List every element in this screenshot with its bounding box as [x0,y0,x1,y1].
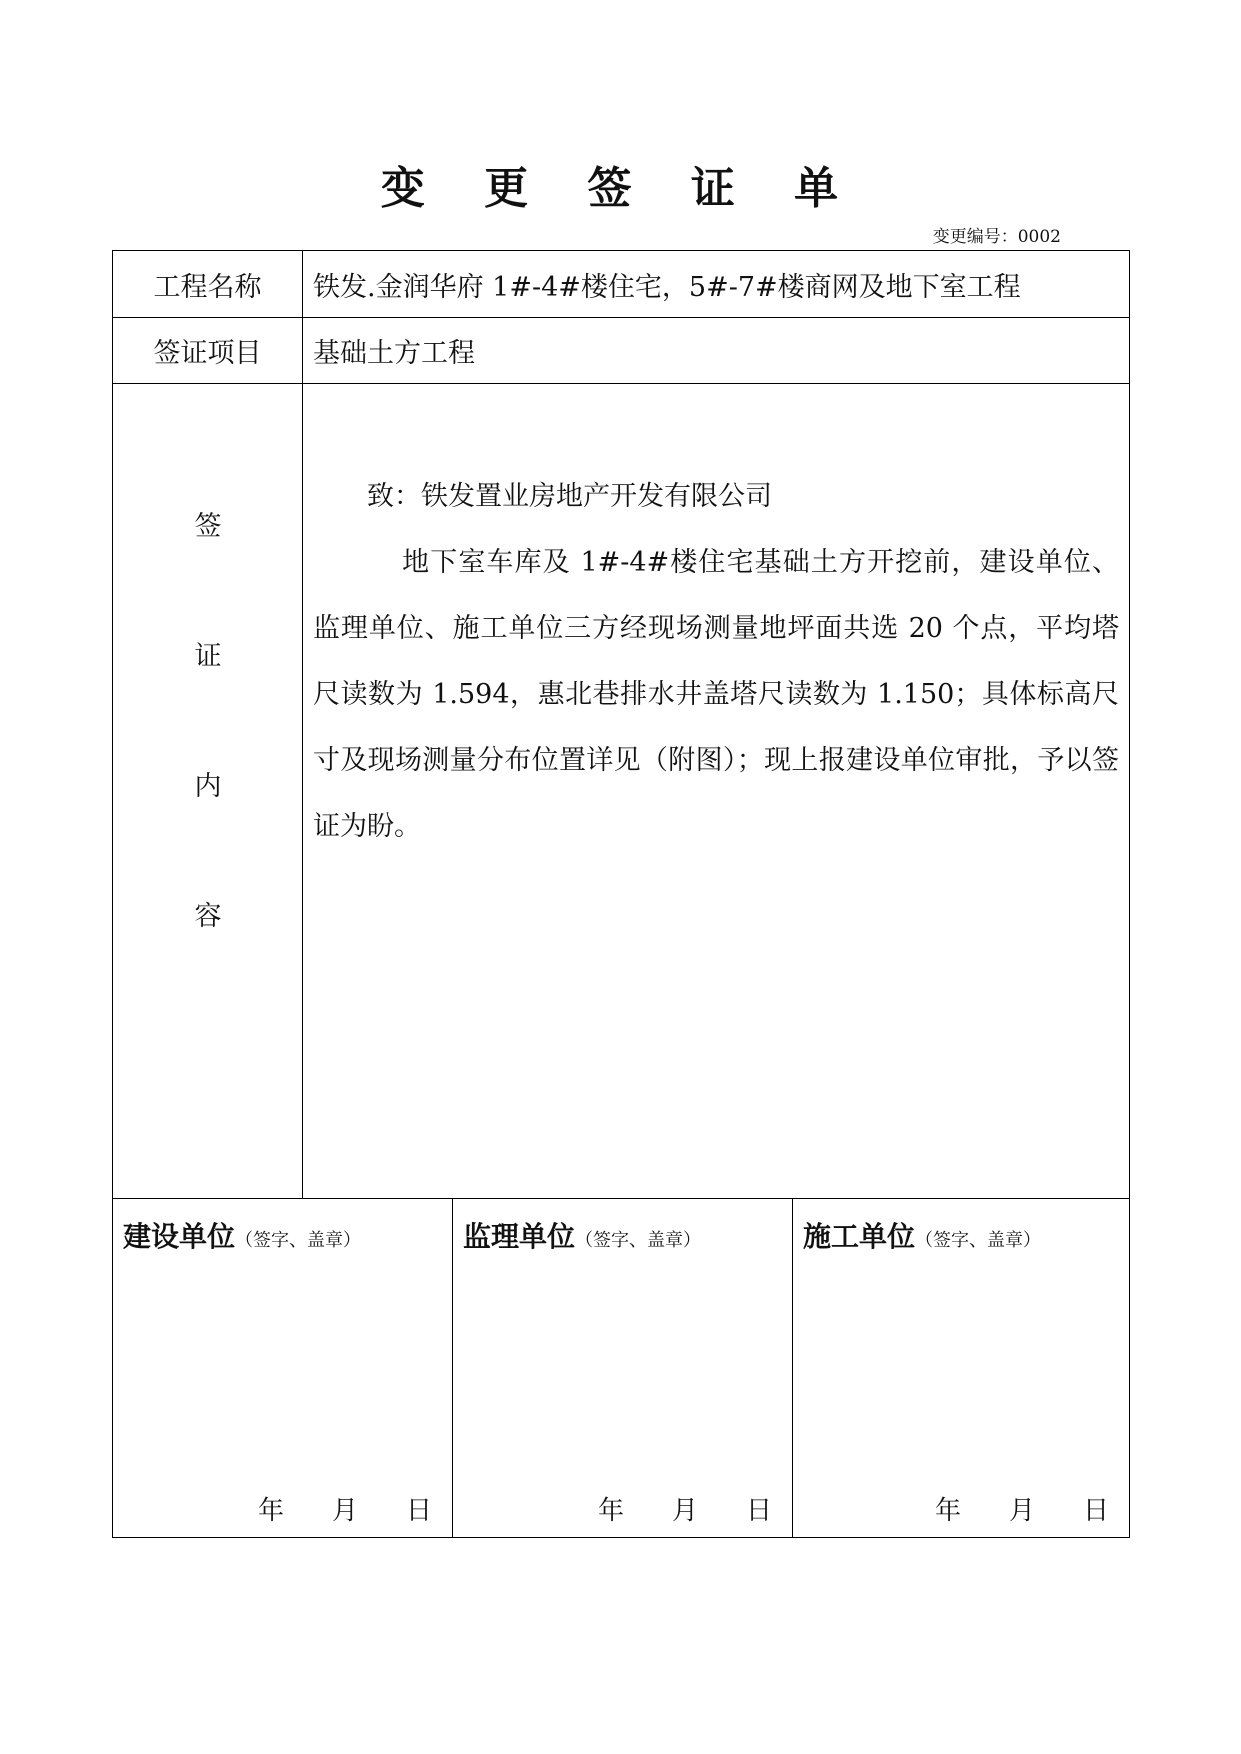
date-year: 年 [257,1496,284,1526]
visa-content-label-char: 证 [194,641,222,672]
visa-content-label-char: 容 [194,901,222,932]
visa-content-text [313,464,1119,860]
visa-content-row [113,384,1129,1199]
visa-content-label [113,384,303,1198]
visa-table [112,250,1130,1538]
addressee: 致：铁发置业房地产开发有限公司 [367,481,772,512]
visa-content-label-char: 内 [194,771,222,802]
signature-note: （签字、盖章） [575,1230,702,1251]
date-day: 日 [1082,1496,1109,1526]
visa-item-value: 基础土方工程 [313,338,475,369]
visa-item-row [113,318,1129,384]
signature-cell-owner [113,1199,453,1537]
signature-cell-supervisor [453,1199,793,1537]
visa-content-label-char: 签 [194,511,222,542]
signature-unit-name: 建设单位 [123,1220,236,1253]
date-day: 日 [745,1496,772,1526]
document-title: 变 更 签 证 单 [380,163,861,214]
project-name-row [113,251,1129,318]
signature-note: （签字、盖章） [915,1230,1042,1251]
signature-date [258,1490,432,1527]
visa-item-label: 签证项目 [113,318,303,383]
signature-date [598,1490,772,1527]
signature-note: （签字、盖章） [235,1230,362,1251]
project-name-value: 铁发.金润华府 1#-4#楼住宅，5#-7#楼商网及地下室工程 [313,271,1021,303]
change-number: 变更编号：0002 [932,227,1061,247]
date-month: 月 [671,1496,698,1526]
date-year: 年 [934,1496,961,1526]
content-body: 地下室车库及 1#-4#楼住宅基础土方开挖前，建设单位、监理单位、施工单位三方经现场测量地坪面共选 20 个点，平均塔尺读数为 1.594，惠北巷排水井盖塔尺读数为 1.150；具体标高尺寸及现场测量分布位置详见（附图）；现上报建设单位审批，予以签证为盼。 [313,547,1119,842]
signature-row [113,1199,1129,1537]
date-year: 年 [597,1496,624,1526]
signature-cell-contractor [793,1199,1129,1537]
date-month: 月 [331,1496,358,1526]
signature-unit-name: 监理单位 [463,1220,576,1253]
date-month: 月 [1008,1496,1035,1526]
date-day: 日 [405,1496,432,1526]
project-name-label: 工程名称 [113,251,303,317]
signature-unit-name: 施工单位 [803,1220,916,1253]
signature-date [935,1490,1109,1527]
